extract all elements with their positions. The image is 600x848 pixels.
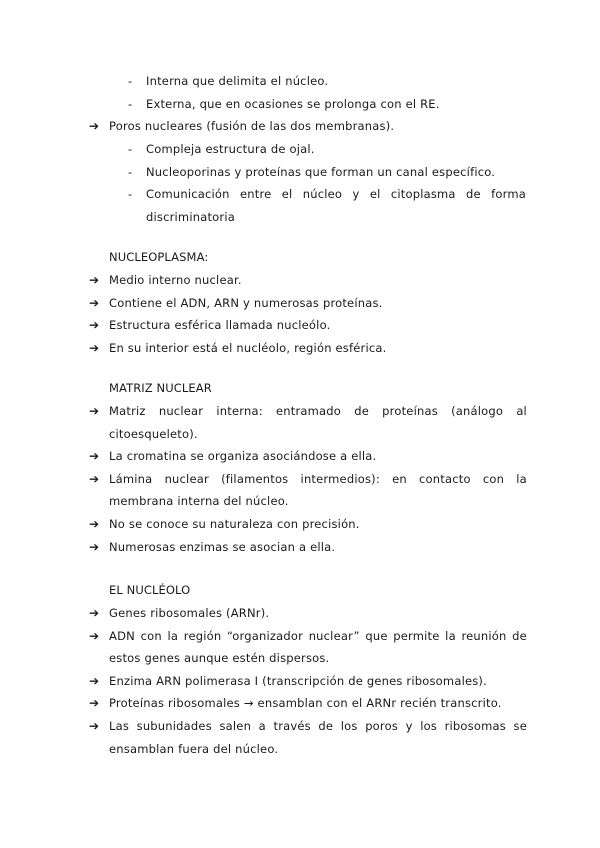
arrow-bullet-icon: ➔: [89, 472, 100, 486]
membrane-externa-text: Externa, que en ocasiones se prolonga con el RE.: [146, 97, 440, 111]
list-item-cont: ensamblan fuera del núcleo.: [109, 742, 279, 756]
list-item: Contiene el ADN, ARN y numerosas proteínas.: [109, 296, 383, 310]
list-item: Proteínas ribosomales → ensamblan con el ARNr recién transcrito.: [109, 696, 502, 710]
arrow-bullet-icon: ➔: [89, 629, 100, 643]
list-item: Enzima ARN polimerasa I (transcripción de genes ribosomales).: [109, 674, 487, 688]
list-item: No se conoce su naturaleza con precisión.: [109, 517, 360, 531]
arrow-bullet-icon: ➔: [89, 119, 100, 133]
list-item: Genes ribosomales (ARNr).: [109, 606, 270, 620]
dash-bullet: -: [128, 97, 133, 111]
ojal-text: Compleja estructura de ojal.: [146, 142, 315, 156]
arrow-bullet-icon: ➔: [89, 404, 100, 418]
comunicacion-text: Comunicación entre el núcleo y el citoplasma de forma: [146, 187, 526, 201]
arrow-bullet-icon: ➔: [89, 606, 100, 620]
arrow-bullet-icon: ➔: [89, 696, 100, 710]
section-heading: NUCLEOPLASMA:: [109, 250, 209, 264]
list-item: Estructura esférica llamada nucleólo.: [109, 318, 331, 332]
arrow-bullet-icon: ➔: [89, 540, 100, 554]
comunicacion-text-cont: discriminatoria: [146, 210, 235, 224]
nucleoporinas-text: Nucleoporinas y proteínas que forman un canal específico.: [146, 165, 496, 179]
list-item-cont: citoesqueleto).: [109, 427, 198, 441]
arrow-bullet-icon: ➔: [89, 719, 100, 733]
list-item-cont: membrana interna del núcleo.: [109, 494, 289, 508]
list-item: Lámina nuclear (filamentos intermedios): en contacto con la: [109, 472, 527, 486]
list-item: En su interior está el nucléolo, región esférica.: [109, 341, 387, 355]
arrow-bullet-icon: ➔: [89, 517, 100, 531]
dash-bullet: -: [128, 187, 133, 201]
dash-bullet: -: [128, 74, 133, 88]
list-item-cont: estos genes aunque estén dispersos.: [109, 651, 330, 665]
list-item: Matriz nuclear interna: entramado de proteínas (análogo al: [109, 404, 527, 418]
list-item: Medio interno nuclear.: [109, 273, 242, 287]
arrow-bullet-icon: ➔: [89, 449, 100, 463]
dash-bullet: -: [128, 165, 133, 179]
arrow-bullet-icon: ➔: [89, 296, 100, 310]
arrow-bullet-icon: ➔: [89, 273, 100, 287]
section-heading: MATRIZ NUCLEAR: [109, 381, 212, 395]
arrow-bullet-icon: ➔: [89, 674, 100, 688]
membrane-interna-text: Interna que delimita el núcleo.: [146, 74, 329, 88]
poros-nucleares-text: Poros nucleares (fusión de las dos membranas).: [109, 119, 395, 133]
arrow-bullet-icon: ➔: [89, 318, 100, 332]
list-item: ADN con la región “organizador nuclear” que permite la reunión de: [109, 629, 527, 643]
arrow-bullet-icon: ➔: [89, 341, 100, 355]
dash-bullet: -: [128, 142, 133, 156]
list-item: La cromatina se organiza asociándose a ella.: [109, 449, 377, 463]
list-item: Las subunidades salen a través de los poros y los ribosomas se: [109, 719, 527, 733]
list-item: Numerosas enzimas se asocian a ella.: [109, 540, 336, 554]
section-heading: EL NUCLÉOLO: [109, 583, 191, 597]
